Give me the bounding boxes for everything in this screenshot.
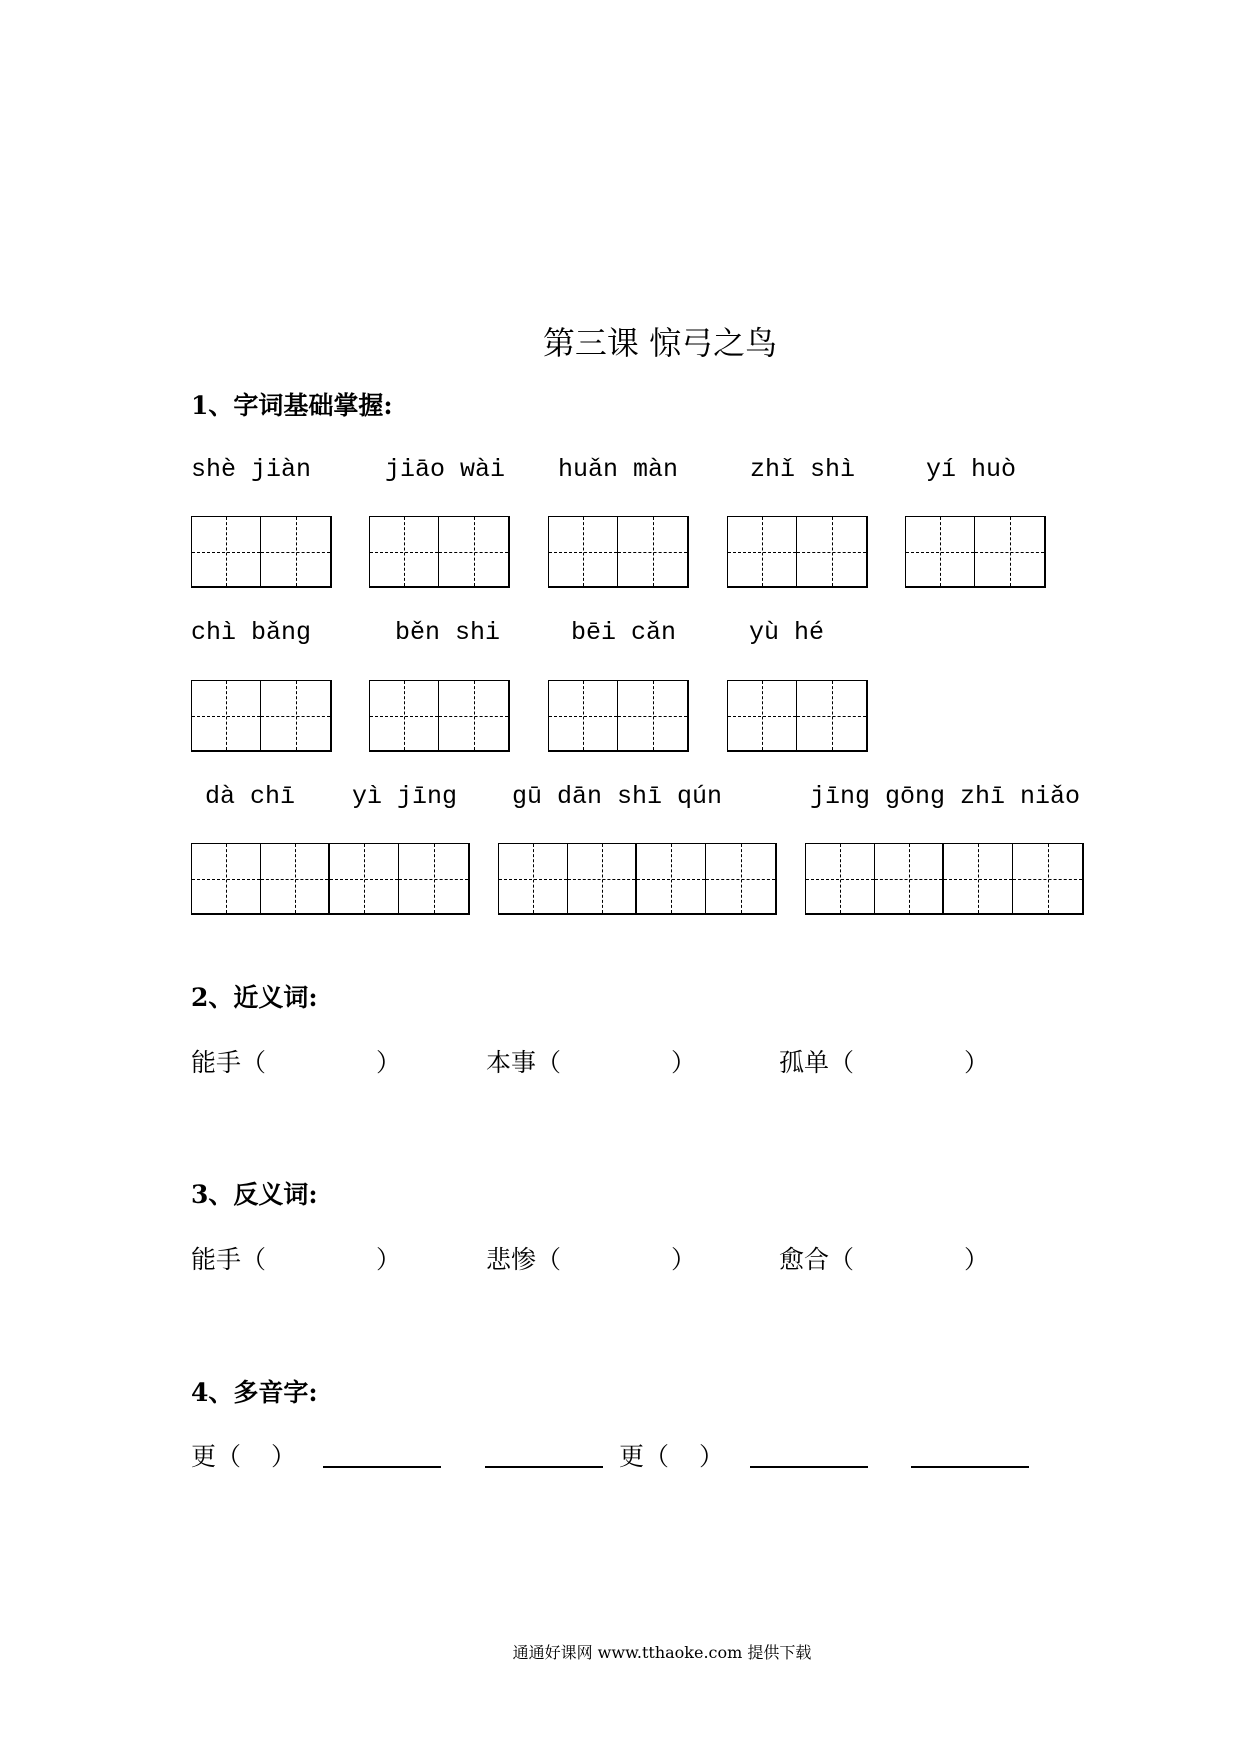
item-label: 孤单（ [779, 1048, 855, 1077]
section-1-heading: 1、字词基础掌握: [191, 391, 393, 420]
pinyin: jīng gōng zhī niǎo [810, 782, 1081, 811]
writing-grid[interactable] [727, 680, 868, 752]
writing-grid[interactable] [905, 516, 1046, 588]
close-paren: ） [376, 1245, 402, 1274]
close-paren: ） [271, 1442, 297, 1471]
writing-grid[interactable] [191, 516, 332, 588]
antonym-item[interactable] [191, 1240, 401, 1276]
close-paren: ） [671, 1048, 697, 1077]
antonym-item[interactable] [779, 1240, 989, 1276]
close-paren: ） [964, 1048, 990, 1077]
writing-grid[interactable] [805, 843, 1084, 915]
writing-grid[interactable] [727, 516, 868, 588]
writing-grid[interactable] [369, 680, 510, 752]
section-2-heading: 2、近义词: [191, 983, 318, 1012]
writing-grid[interactable] [548, 516, 689, 588]
polyphone-item[interactable] [619, 1437, 724, 1473]
writing-grid[interactable] [191, 843, 470, 915]
item-label: 更（ [619, 1442, 670, 1471]
section-3-heading: 3、反义词: [191, 1180, 318, 1209]
answer-line[interactable] [485, 1466, 603, 1468]
pinyin: yù hé [749, 618, 825, 647]
polyphone-item[interactable] [191, 1437, 296, 1473]
synonym-item[interactable] [779, 1043, 989, 1079]
pinyin: gū dān shī qún [512, 782, 723, 811]
pinyin: zhǐ shì [750, 455, 856, 484]
section-4-heading: 4、多音字: [191, 1378, 318, 1407]
pinyin: huǎn màn [558, 455, 679, 484]
close-paren: ） [671, 1245, 697, 1274]
pinyin: yí huò [926, 455, 1017, 484]
page-title: 第三课 惊弓之鸟 [542, 324, 778, 362]
writing-grid[interactable] [191, 680, 332, 752]
antonym-item[interactable] [486, 1240, 696, 1276]
item-label: 能手（ [191, 1245, 267, 1274]
close-paren: ） [699, 1442, 725, 1471]
item-label: 更（ [191, 1442, 242, 1471]
writing-grid[interactable] [548, 680, 689, 752]
answer-line[interactable] [323, 1466, 441, 1468]
item-label: 能手（ [191, 1048, 267, 1077]
item-label: 愈合（ [779, 1245, 855, 1274]
synonym-item[interactable] [486, 1043, 696, 1079]
synonym-item[interactable] [191, 1043, 401, 1079]
pinyin: běn shi [395, 618, 501, 647]
writing-grid[interactable] [498, 843, 777, 915]
footer-credit: 通通好课网 www.tthaoke.com 提供下载 [512, 1643, 812, 1662]
answer-line[interactable] [750, 1466, 868, 1468]
pinyin: jiāo wài [385, 455, 506, 484]
close-paren: ） [964, 1245, 990, 1274]
pinyin: dà chī [205, 782, 296, 811]
answer-line[interactable] [911, 1466, 1029, 1468]
pinyin: yì jīng [352, 782, 458, 811]
writing-grid[interactable] [369, 516, 510, 588]
close-paren: ） [376, 1048, 402, 1077]
pinyin: chì bǎng [191, 618, 312, 647]
item-label: 悲惨（ [486, 1245, 562, 1274]
pinyin: bēi cǎn [571, 618, 677, 647]
pinyin: shè jiàn [191, 455, 312, 484]
item-label: 本事（ [486, 1048, 562, 1077]
